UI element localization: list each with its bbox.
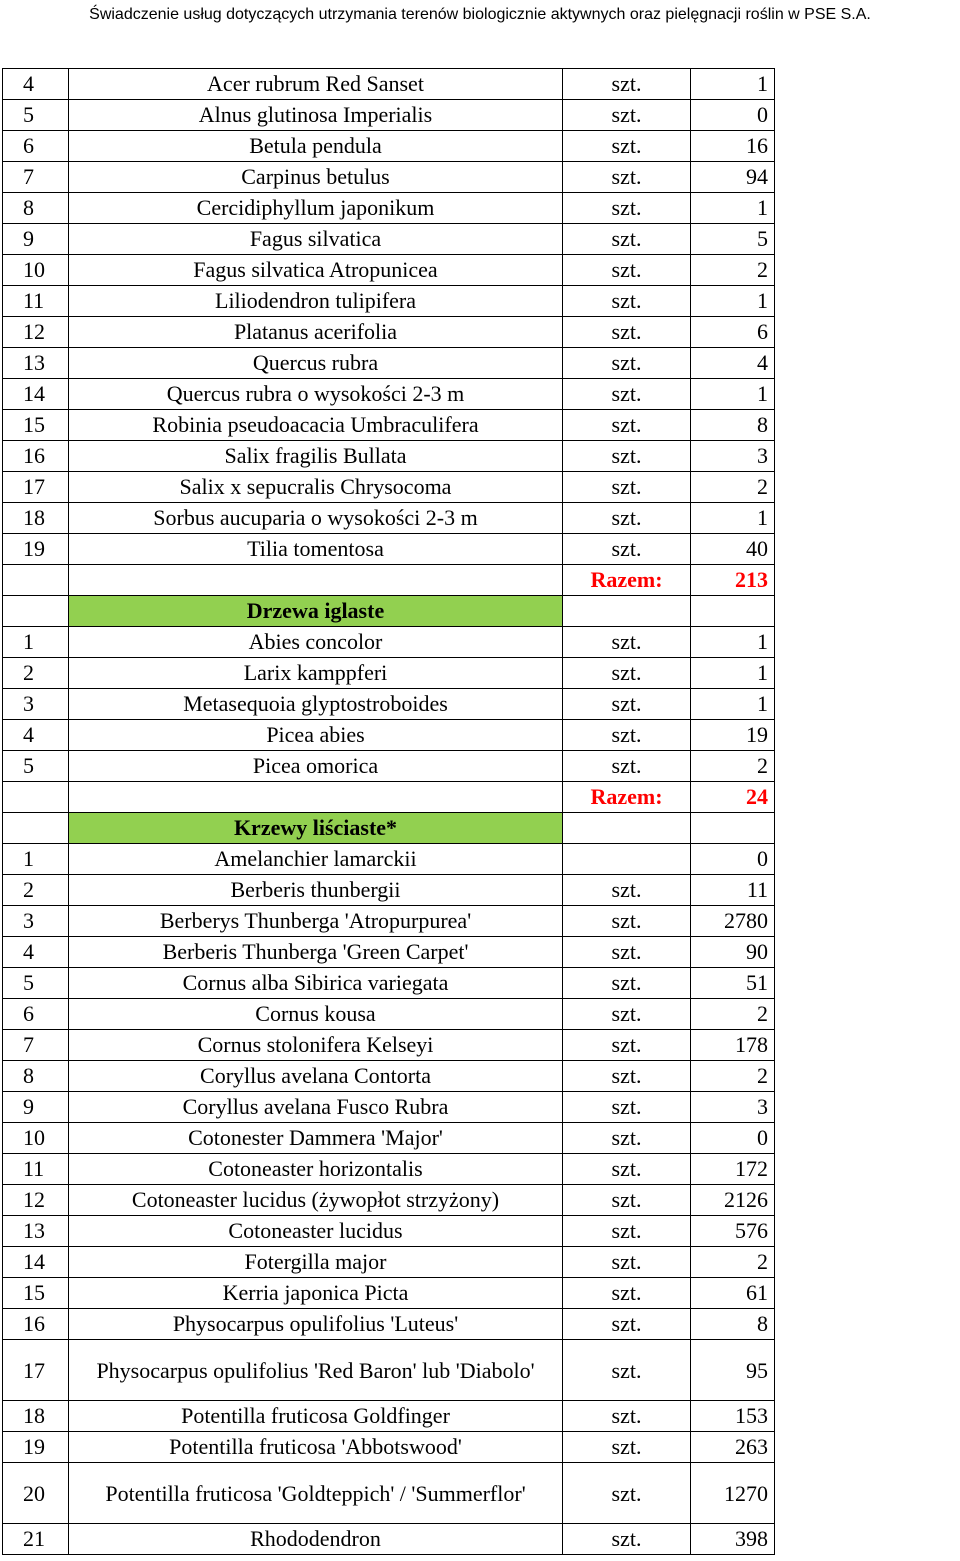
- row-number: 1: [3, 627, 69, 658]
- row-number: 17: [3, 1340, 69, 1401]
- row-number: 11: [3, 1154, 69, 1185]
- quantity-cell: 94: [691, 162, 775, 193]
- table-row: [3, 100, 775, 131]
- table-row: [3, 751, 775, 782]
- section-title: Krzewy liściaste*: [69, 813, 563, 844]
- unit-cell: szt.: [563, 720, 691, 751]
- unit-cell: szt.: [563, 937, 691, 968]
- plant-name: Berberis Thunberga 'Green Carpet': [69, 937, 563, 968]
- row-number: 2: [3, 658, 69, 689]
- table-row: [3, 1401, 775, 1432]
- row-number: 15: [3, 1278, 69, 1309]
- table-row: [3, 844, 775, 875]
- row-number: 12: [3, 317, 69, 348]
- row-number: 4: [3, 69, 69, 100]
- quantity-cell: 90: [691, 937, 775, 968]
- unit-cell: szt.: [563, 1278, 691, 1309]
- quantity-cell: 2: [691, 1061, 775, 1092]
- table-row: [3, 1061, 775, 1092]
- row-number: 5: [3, 968, 69, 999]
- unit-cell: szt.: [563, 162, 691, 193]
- quantity-cell: 1: [691, 379, 775, 410]
- plant-name: Potentilla fruticosa 'Abbotswood': [69, 1432, 563, 1463]
- unit-cell: szt.: [563, 441, 691, 472]
- table-row: [3, 410, 775, 441]
- table-row: [3, 162, 775, 193]
- unit-cell: szt.: [563, 1092, 691, 1123]
- table-row: [3, 348, 775, 379]
- plant-name: Fagus silvatica Atropunicea: [69, 255, 563, 286]
- row-number: 19: [3, 534, 69, 565]
- row-number: 4: [3, 720, 69, 751]
- unit-cell: szt.: [563, 1216, 691, 1247]
- quantity-cell: 2126: [691, 1185, 775, 1216]
- quantity-cell: 1: [691, 658, 775, 689]
- row-number: 20: [3, 1463, 69, 1524]
- plant-name: Tilia tomentosa: [69, 534, 563, 565]
- table-row: [3, 968, 775, 999]
- empty-cell: [3, 782, 69, 813]
- quantity-cell: 5: [691, 224, 775, 255]
- table-row: [3, 317, 775, 348]
- plant-name: Amelanchier lamarckii: [69, 844, 563, 875]
- empty-cell: [69, 782, 563, 813]
- plant-name: Larix kamppferi: [69, 658, 563, 689]
- plant-name: Fagus silvatica: [69, 224, 563, 255]
- row-number: 3: [3, 906, 69, 937]
- quantity-cell: 40: [691, 534, 775, 565]
- empty-cell: [69, 565, 563, 596]
- plant-name: Cornus kousa: [69, 999, 563, 1030]
- row-number: 8: [3, 193, 69, 224]
- plant-name: Liliodendron tulipifera: [69, 286, 563, 317]
- row-number: 8: [3, 1061, 69, 1092]
- plant-name: Kerria japonica Picta: [69, 1278, 563, 1309]
- quantity-cell: 153: [691, 1401, 775, 1432]
- quantity-cell: 8: [691, 410, 775, 441]
- unit-cell: szt.: [563, 1030, 691, 1061]
- row-number: 14: [3, 1247, 69, 1278]
- unit-cell: szt.: [563, 689, 691, 720]
- unit-cell: szt.: [563, 317, 691, 348]
- quantity-cell: 11: [691, 875, 775, 906]
- plant-name: Alnus glutinosa Imperialis: [69, 100, 563, 131]
- unit-cell: szt.: [563, 968, 691, 999]
- table-row: [3, 906, 775, 937]
- table-row: [3, 1216, 775, 1247]
- row-number: 10: [3, 1123, 69, 1154]
- unit-cell: szt.: [563, 534, 691, 565]
- quantity-cell: 576: [691, 1216, 775, 1247]
- table-row: [3, 131, 775, 162]
- plant-name: Cercidiphyllum japonikum: [69, 193, 563, 224]
- plant-inventory-table: [2, 68, 775, 1555]
- quantity-cell: 2: [691, 999, 775, 1030]
- table-row: [3, 379, 775, 410]
- unit-cell: szt.: [563, 410, 691, 441]
- quantity-cell: 1: [691, 503, 775, 534]
- quantity-cell: 1: [691, 69, 775, 100]
- quantity-cell: 3: [691, 1092, 775, 1123]
- table-row: [3, 224, 775, 255]
- section-header-row: [3, 596, 775, 627]
- unit-cell: szt.: [563, 1123, 691, 1154]
- row-number: 16: [3, 441, 69, 472]
- row-number: 1: [3, 844, 69, 875]
- quantity-cell: 2: [691, 1247, 775, 1278]
- unit-cell: szt.: [563, 1340, 691, 1401]
- table-row: [3, 1123, 775, 1154]
- unit-cell: szt.: [563, 503, 691, 534]
- plant-name: Carpinus betulus: [69, 162, 563, 193]
- unit-cell: szt.: [563, 348, 691, 379]
- plant-name: Rhododendron: [69, 1524, 563, 1555]
- quantity-cell: 178: [691, 1030, 775, 1061]
- row-number: 3: [3, 689, 69, 720]
- unit-cell: szt.: [563, 193, 691, 224]
- unit-cell: [563, 844, 691, 875]
- row-number: 7: [3, 162, 69, 193]
- table-row: [3, 441, 775, 472]
- quantity-cell: 19: [691, 720, 775, 751]
- quantity-cell: 95: [691, 1340, 775, 1401]
- quantity-cell: 263: [691, 1432, 775, 1463]
- unit-cell: szt.: [563, 379, 691, 410]
- empty-cell: [3, 565, 69, 596]
- table-row: [3, 286, 775, 317]
- row-number: 10: [3, 255, 69, 286]
- table-row: [3, 720, 775, 751]
- unit-cell: szt.: [563, 286, 691, 317]
- unit-cell: szt.: [563, 1463, 691, 1524]
- quantity-cell: 1: [691, 193, 775, 224]
- plant-name: Platanus acerifolia: [69, 317, 563, 348]
- plant-name: Abies concolor: [69, 627, 563, 658]
- plant-name: Quercus rubra: [69, 348, 563, 379]
- quantity-cell: 0: [691, 1123, 775, 1154]
- plant-name: Quercus rubra o wysokości 2-3 m: [69, 379, 563, 410]
- empty-cell: [691, 813, 775, 844]
- unit-cell: szt.: [563, 224, 691, 255]
- empty-cell: [691, 596, 775, 627]
- table-row: [3, 472, 775, 503]
- quantity-cell: 3: [691, 441, 775, 472]
- row-number: 7: [3, 1030, 69, 1061]
- section-header-row: [3, 813, 775, 844]
- plant-name: Metasequoia glyptostroboides: [69, 689, 563, 720]
- row-number: 18: [3, 503, 69, 534]
- quantity-cell: 2: [691, 751, 775, 782]
- row-number: 15: [3, 410, 69, 441]
- plant-name: Berberis thunbergii: [69, 875, 563, 906]
- table-row: [3, 1154, 775, 1185]
- row-number: 19: [3, 1432, 69, 1463]
- row-number: 17: [3, 472, 69, 503]
- unit-cell: szt.: [563, 751, 691, 782]
- table-row: [3, 1185, 775, 1216]
- table-row: [3, 937, 775, 968]
- table-row: [3, 658, 775, 689]
- unit-cell: szt.: [563, 255, 691, 286]
- table-body: [3, 69, 775, 1555]
- quantity-cell: 172: [691, 1154, 775, 1185]
- row-number: 14: [3, 379, 69, 410]
- table-row: [3, 1092, 775, 1123]
- unit-cell: szt.: [563, 100, 691, 131]
- plant-name: Fotergilla major: [69, 1247, 563, 1278]
- unit-cell: szt.: [563, 658, 691, 689]
- row-number: 12: [3, 1185, 69, 1216]
- section-title: Drzewa iglaste: [69, 596, 563, 627]
- total-row: [3, 565, 775, 596]
- total-value: 24: [691, 782, 775, 813]
- unit-cell: szt.: [563, 875, 691, 906]
- plant-name: Cotoneaster lucidus (żywopłot strzyżony): [69, 1185, 563, 1216]
- row-number: 21: [3, 1524, 69, 1555]
- quantity-cell: 1270: [691, 1463, 775, 1524]
- row-number: 16: [3, 1309, 69, 1340]
- table-row: [3, 1278, 775, 1309]
- plant-name: Coryllus avelana Contorta: [69, 1061, 563, 1092]
- empty-cell: [3, 813, 69, 844]
- plant-name: Cotoneaster lucidus: [69, 1216, 563, 1247]
- quantity-cell: 2780: [691, 906, 775, 937]
- unit-cell: szt.: [563, 627, 691, 658]
- unit-cell: szt.: [563, 1061, 691, 1092]
- plant-name: Betula pendula: [69, 131, 563, 162]
- total-row: [3, 782, 775, 813]
- plant-name: Potentilla fruticosa Goldfinger: [69, 1401, 563, 1432]
- plant-name: Cotonester Dammera 'Major': [69, 1123, 563, 1154]
- unit-cell: szt.: [563, 1401, 691, 1432]
- plant-name: Salix x sepucralis Chrysocoma: [69, 472, 563, 503]
- plant-name: Berberys Thunberga 'Atropurpurea': [69, 906, 563, 937]
- unit-cell: szt.: [563, 1524, 691, 1555]
- plant-name: Robinia pseudoacacia Umbraculifera: [69, 410, 563, 441]
- unit-cell: szt.: [563, 1154, 691, 1185]
- row-number: 9: [3, 1092, 69, 1123]
- quantity-cell: 398: [691, 1524, 775, 1555]
- total-label: Razem:: [563, 782, 691, 813]
- table-row: [3, 534, 775, 565]
- page-header: Świadczenie usług dotyczących utrzymania terenów biologicznie aktywnych oraz pielęgnacji roślin w PSE S.A.: [89, 6, 871, 23]
- row-number: 9: [3, 224, 69, 255]
- row-number: 13: [3, 348, 69, 379]
- plant-name: Picea abies: [69, 720, 563, 751]
- row-number: 6: [3, 131, 69, 162]
- quantity-cell: 2: [691, 255, 775, 286]
- plant-name: Cornus stolonifera Kelseyi: [69, 1030, 563, 1061]
- total-value: 213: [691, 565, 775, 596]
- quantity-cell: 2: [691, 472, 775, 503]
- quantity-cell: 1: [691, 286, 775, 317]
- table-row: [3, 689, 775, 720]
- plant-name: Potentilla fruticosa 'Goldteppich' / 'Summerflor': [69, 1463, 563, 1524]
- row-number: 13: [3, 1216, 69, 1247]
- quantity-cell: 61: [691, 1278, 775, 1309]
- table-row: [3, 69, 775, 100]
- table-row: [3, 193, 775, 224]
- table-row: [3, 999, 775, 1030]
- quantity-cell: 4: [691, 348, 775, 379]
- quantity-cell: 6: [691, 317, 775, 348]
- table-row: [3, 1247, 775, 1278]
- unit-cell: szt.: [563, 1247, 691, 1278]
- table-row: [3, 627, 775, 658]
- unit-cell: szt.: [563, 1309, 691, 1340]
- table-row: [3, 255, 775, 286]
- quantity-cell: 0: [691, 844, 775, 875]
- row-number: 11: [3, 286, 69, 317]
- unit-cell: szt.: [563, 999, 691, 1030]
- table-row: [3, 875, 775, 906]
- unit-cell: szt.: [563, 131, 691, 162]
- table-row: [3, 1524, 775, 1555]
- empty-cell: [3, 596, 69, 627]
- table-row: [3, 503, 775, 534]
- plant-name: Salix fragilis Bullata: [69, 441, 563, 472]
- row-number: 5: [3, 100, 69, 131]
- empty-cell: [563, 596, 691, 627]
- row-number: 2: [3, 875, 69, 906]
- unit-cell: szt.: [563, 1432, 691, 1463]
- row-number: 5: [3, 751, 69, 782]
- empty-cell: [563, 813, 691, 844]
- plant-name: Cornus alba Sibirica variegata: [69, 968, 563, 999]
- total-label: Razem:: [563, 565, 691, 596]
- unit-cell: szt.: [563, 906, 691, 937]
- plant-name: Picea omorica: [69, 751, 563, 782]
- table-row: [3, 1432, 775, 1463]
- unit-cell: szt.: [563, 1185, 691, 1216]
- plant-name: Cotoneaster horizontalis: [69, 1154, 563, 1185]
- plant-name: Physocarpus opulifolius 'Red Baron' lub 'Diabolo': [69, 1340, 563, 1401]
- plant-name: Sorbus aucuparia o wysokości 2-3 m: [69, 503, 563, 534]
- quantity-cell: 1: [691, 627, 775, 658]
- plant-name: Physocarpus opulifolius 'Luteus': [69, 1309, 563, 1340]
- row-number: 6: [3, 999, 69, 1030]
- quantity-cell: 8: [691, 1309, 775, 1340]
- quantity-cell: 16: [691, 131, 775, 162]
- table-row: [3, 1340, 775, 1401]
- quantity-cell: 1: [691, 689, 775, 720]
- unit-cell: szt.: [563, 69, 691, 100]
- table-row: [3, 1463, 775, 1524]
- plant-name: Acer rubrum Red Sanset: [69, 69, 563, 100]
- row-number: 18: [3, 1401, 69, 1432]
- table-row: [3, 1309, 775, 1340]
- plant-name: Coryllus avelana Fusco Rubra: [69, 1092, 563, 1123]
- table-row: [3, 1030, 775, 1061]
- quantity-cell: 51: [691, 968, 775, 999]
- row-number: 4: [3, 937, 69, 968]
- unit-cell: szt.: [563, 472, 691, 503]
- quantity-cell: 0: [691, 100, 775, 131]
